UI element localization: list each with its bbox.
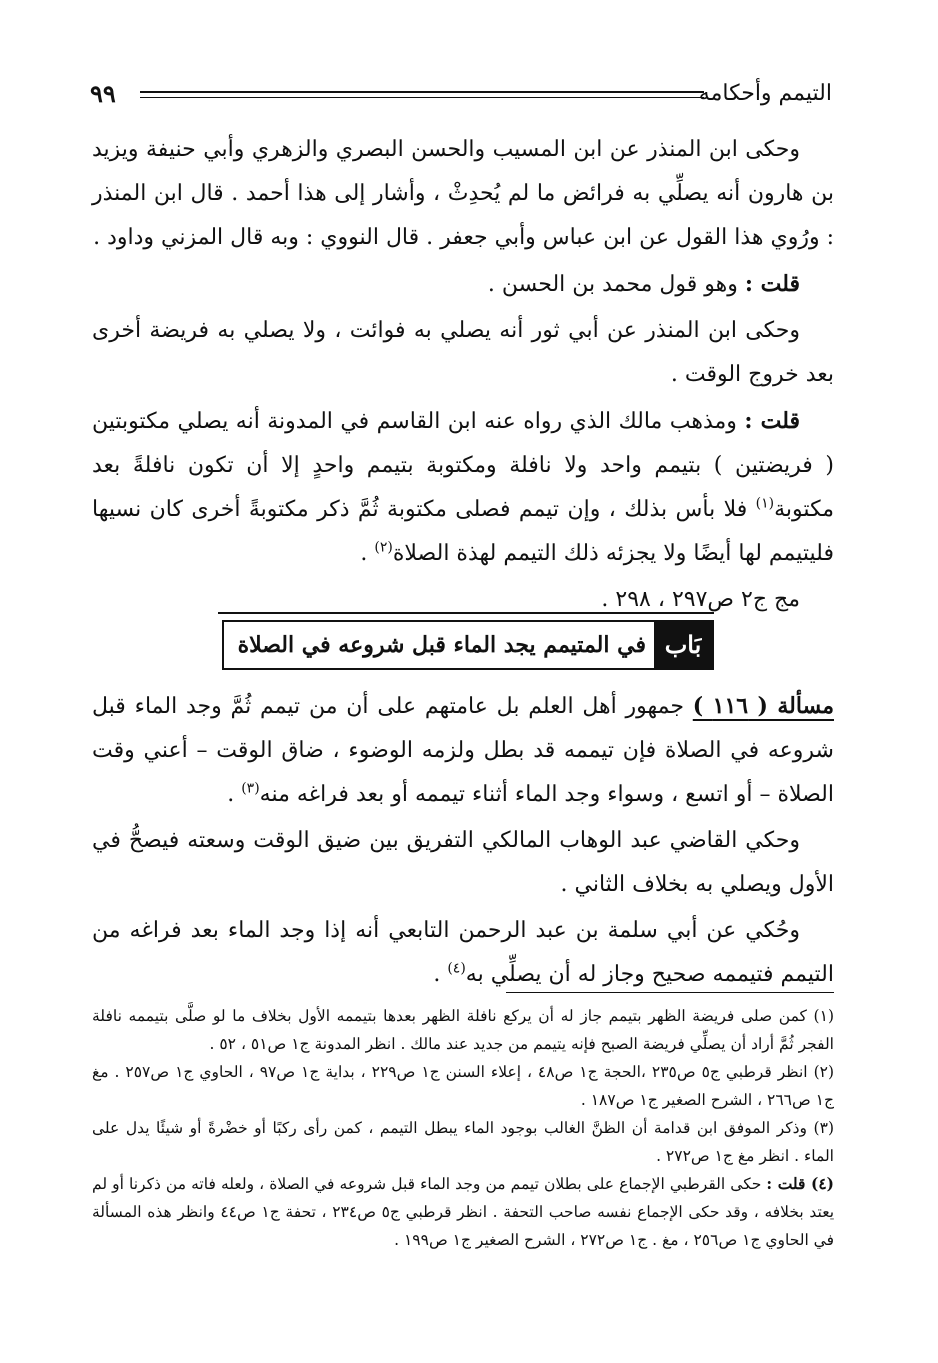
footnote-ref-3[interactable]: (٣) — [241, 780, 260, 797]
paragraph-4-end: . — [360, 541, 375, 566]
footnote-ref-4[interactable]: (٤) — [447, 960, 466, 977]
footnote-1: (١) كمن صلى فريضة الظهر بتيمم جاز له أن يركع نافلة الظهر بعدها بتيممه الأول بخلاف ما لو صلَّى بتيممه نافلة الفجر ثُمَّ أراد أن يصلِّي فريضة الصبح فإنه يتيمم من جديد عند مالك . انظر المدونة ج١ ص٥١ ، ٥٢ . — [92, 1007, 834, 1053]
running-title: التيمم وأحكامه — [698, 81, 832, 106]
footnote-ref-2[interactable]: (٢) — [374, 539, 393, 556]
paragraph-1: وحكى ابن المنذر عن ابن المسيب والحسن البصري والزهري وأبي حنيفة ويزيد بن هارون أنه يصلِّي به فرائض ما لم يُحدِثْ ، وأشار إلى هذا أحمد . قال ابن المنذر : ورُوي هذا القول عن ابن عباس وأبي جعفر . قال النووي : وبه قال المزني وداود . — [92, 137, 834, 250]
paragraph-2-text: وهو قول محمد بن الحسن . — [487, 272, 745, 297]
footnote-4-text: حكى القرطبي الإجماع على بطلان تيمم من وجد الماء قبل شروعه في الصلاة ، ولعله فاته من ذكرنا أو لم يعتد بخلافه ، وقد حكى الإجماع نفسه صاحب التحفة . انظر قرطبي ج٥ ص٢٣٤ ، تحفة ج١ ص٤٤ وانظر هذه المسألة في الحاوي ج١ ص٢٥٦ ، مغ . ج١ ص٢٧٢ ، الشرح الصغير ج١ ص١٩٩ . — [92, 1175, 835, 1249]
page-number: ٩٩ — [90, 79, 116, 108]
footnotes — [92, 1002, 834, 1254]
masala-end: . — [227, 782, 242, 807]
paragraph-abi-salama — [92, 909, 834, 997]
footnote-ref-1[interactable]: (١) — [755, 495, 775, 512]
paragraph-3: وحكى ابن المنذر عن أبي ثور أنه يصلي به فوائت ، ولا يصلي به فريضة أخرى بعد خروج الوقت . — [92, 318, 834, 387]
body-section-1 — [92, 128, 834, 624]
paragraph-4-text-a: ومذهب مالك الذي رواه عنه ابن القاسم في المدونة أنه يصلي مكتوبتين ( فريضتين ) بتيمم واحد ولا نافلة ومكتوبة بتيمم واحدٍ إلا أن تكون نافلةً بعد مكتوبة — [92, 409, 834, 522]
chapter-heading — [218, 612, 714, 672]
running-header — [90, 78, 832, 114]
masala-text: جمهور أهل العلم بل عامتهم على أن من تيمم ثُمَّ وجد الماء قبل شروعه في الصلاة فإن تيممه قد بطل ولزمه الوضوء ، ضاق الوقت – أعني وقت الصلاة – أو اتسع ، وسواء وجد الماء أثناء تيممه أو بعد فراغه منه — [92, 694, 834, 807]
footnote-4-label: (٤) قلت : — [766, 1174, 835, 1193]
footnote-3: (٣) وذكر الموفق ابن قدامة أن الظنَّ الغالب بوجود الماء يبطل التيمم ، كمن رأى ركبًا أو خضْرةً أو شيئًا يدل على الماء . انظر مغ ج١ ص٢٧٢ . — [92, 1119, 834, 1165]
footnote-separator — [506, 992, 834, 993]
paragraph-4-text-b: فلا بأس بذلك ، وإن تيمم فصلى مكتوبة ثُمَّ ذكر مكتوبةً أخرى كان نسيها فليتيمم لها أيضًا ولا يجزئه ذلك التيمم لهذة الصلاة — [92, 497, 834, 566]
chapter-top-rule — [218, 612, 714, 614]
header-rule-thin — [140, 97, 704, 98]
paragraph-2 — [92, 262, 834, 307]
body-section-2 — [92, 684, 834, 999]
footnote-4 — [92, 1170, 834, 1254]
chapter-title: في المتيمم يجد الماء قبل شروعه في الصلاة — [237, 632, 646, 658]
chapter-label-badge: بَاب — [654, 622, 712, 668]
paragraph-5-citation: مج ج٢ ص٢٩٧ ، ٢٩٨ . — [601, 587, 800, 612]
qultu-label: قلت : — [744, 271, 800, 297]
header-rule — [140, 91, 704, 93]
chapter-box — [222, 620, 714, 670]
paragraph-abd-alwahhab: وحكي القاضي عبد الوهاب المالكي التفريق بين ضيق الوقت وسعته فيصحُّ في الأول ويصلي به بخلاف الثاني . — [92, 828, 834, 897]
masala-label: مسألة ( ١١٦ ) — [692, 693, 834, 719]
masala-paragraph — [92, 684, 834, 817]
paragraph-abi-salama-text: وحُكي عن أبي سلمة بن عبد الرحمن التابعي أنه إذا وجد الماء بعد فراغه من التيمم فتيممه صحيح وجاز له أن يصلِّي به — [92, 918, 834, 987]
paragraph-abi-salama-end: . — [433, 962, 448, 987]
paragraph-4 — [92, 399, 834, 576]
footnote-2: (٢) انظر قرطبي ج٥ ص٢٣٥ ،الحجة ج١ ص٤٨ ، إعلاء السنن ج١ ص٢٢٩ ، بداية ج١ ص٩٧ ، الحاوي ج١ ص٢٥٧ . مغ ج١ ص٢٦٦ ، الشرح الصغير ج١ ص١٨٧ . — [92, 1063, 835, 1109]
qultu-label: قلت : — [744, 408, 800, 434]
